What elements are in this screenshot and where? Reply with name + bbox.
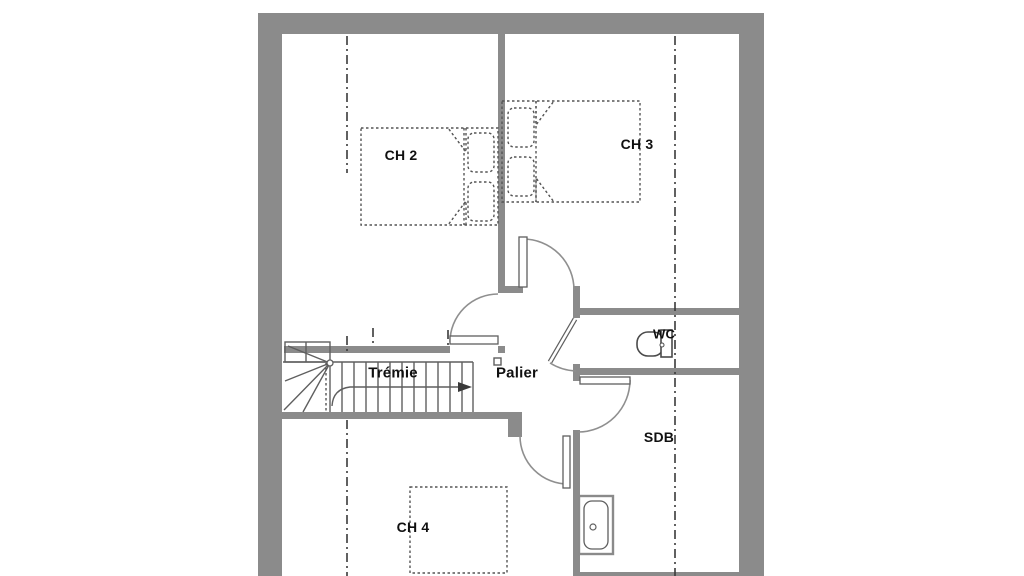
bed-ch3 [502, 101, 640, 202]
room-label-ch3: CH 3 [620, 136, 654, 152]
door-ch4 [520, 436, 570, 488]
room-label-wc: WC [652, 326, 676, 342]
door-sdb [578, 377, 630, 432]
stair-upper-steps [285, 342, 330, 362]
stair-walkline-node [327, 360, 333, 366]
room-label-ch2: CH 2 [384, 147, 418, 163]
room-label-ch4: CH 4 [396, 519, 430, 535]
bathtub-fixture [579, 496, 613, 554]
room-label-tremie: Trémie [368, 364, 418, 382]
door-ch3 [519, 237, 574, 290]
room-label-palier: Palier [495, 364, 539, 382]
door-ch2 [450, 294, 498, 344]
door-wc [550, 319, 576, 371]
room-label-sdb: SDB [643, 429, 675, 445]
bed-ch2 [361, 128, 498, 225]
headroom-axis-lines [347, 36, 675, 576]
